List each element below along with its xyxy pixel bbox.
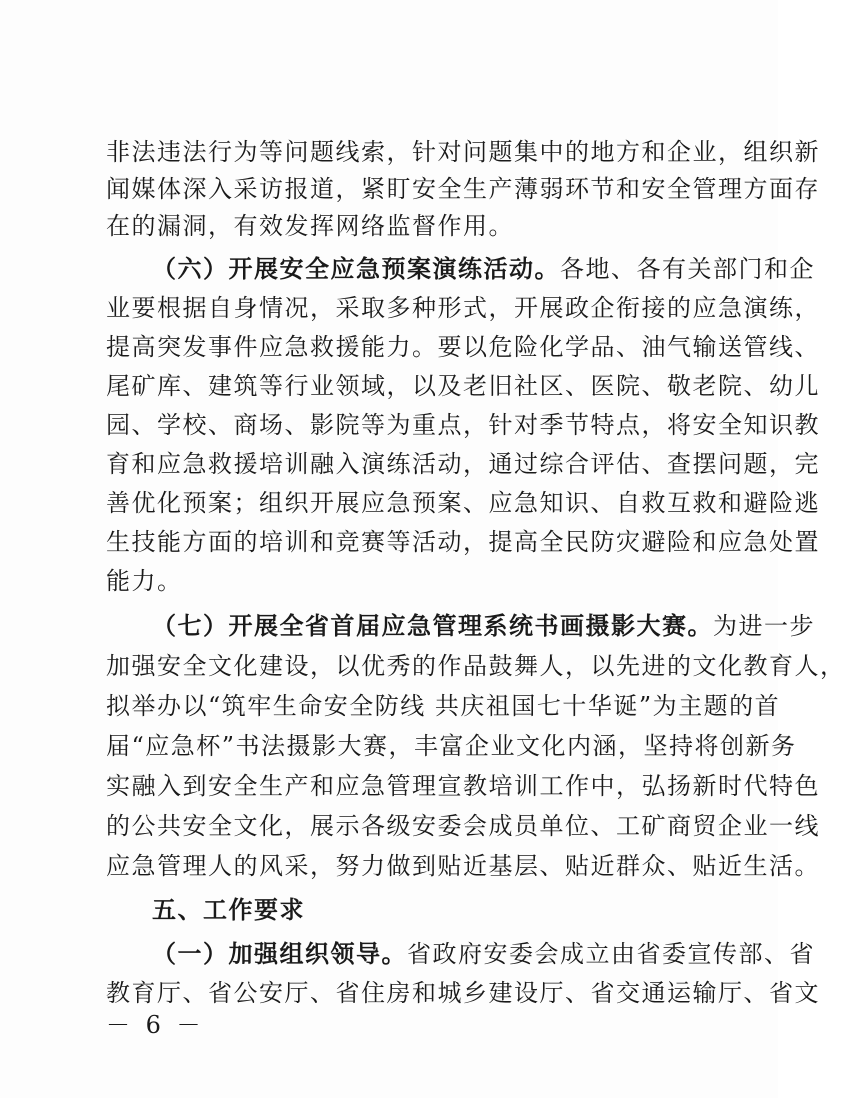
text-line: 育和应急救援培训融入演练活动，通过综合评估、查摆问题，完 [106,450,820,478]
text-line: 生技能方面的培训和竞赛等活动，提高全民防灾避险和应急处置 [106,528,820,556]
text-line: 应急管理人的风采，努力做到贴近基层、贴近群众、贴近生活。 [106,852,820,880]
text-line: 提高突发事件应急救援能力。要以危险化学品、油气输送管线、 [106,333,820,361]
item-7-first-line-text: 为进一步 [713,612,815,640]
text-line: 园、学校、商场、影院等为重点，针对季节特点，将安全知识教 [106,411,820,439]
item-5-1-first-line-text: 省政府安委会成立由省委宣传部、省 [407,940,815,968]
text-line: 业要根据自身情况，采取多种形式，开展政企衔接的应急演练， [106,294,820,322]
item-5-1-first-line [152,939,815,969]
text-line: 在的漏洞，有效发挥网络监督作用。 [106,212,514,240]
text-line: 尾矿库、建筑等行业领域，以及老旧社区、医院、敬老院、幼儿 [106,372,820,400]
text-line: 实融入到安全生产和应急管理宣教培训工作中，弘扬新时代特色 [106,772,820,800]
item-6-heading: （六）开展安全应急预案演练活动。 [152,255,560,283]
text-line: 非法违法行为等问题线索，针对问题集中的地方和企业，组织新 [106,138,820,166]
item-7-heading: （七）开展全省首届应急管理系统书画摄影大赛。 [152,612,713,640]
item-6-first-line [152,254,815,284]
text-line: 善优化预案；组织开展应急预案、应急知识、自救互救和避险逃 [106,489,820,517]
item-6-first-line-text: 各地、各有关部门和企 [560,255,815,283]
text-line: 能力。 [106,567,183,595]
text-line: 闻媒体深入采访报道，紧盯安全生产薄弱环节和安全管理方面存 [106,175,820,203]
item-7-first-line [152,611,815,641]
item-5-1-heading: （一）加强组织领导。 [152,940,407,968]
text-line: 教育厅、省公安厅、省住房和城乡建设厅、省交通运输厅、省文 [106,979,820,1007]
text-line: 拟举办以“筑牢生命安全防线 共庆祖国七十华诞”为主题的首 [106,692,781,720]
page-number: － 6 － [106,1011,205,1039]
text-line: 的公共安全文化，展示各级安委会成员单位、工矿商贸企业一线 [106,812,820,840]
text-line: 届“应急杯”书法摄影大赛，丰富企业文化内涵，坚持将创新务 [106,732,797,760]
text-line: 加强安全文化建设，以优秀的作品鼓舞人，以先进的文化教育人， [106,652,846,680]
section-5-heading: 五、工作要求 [152,896,305,924]
